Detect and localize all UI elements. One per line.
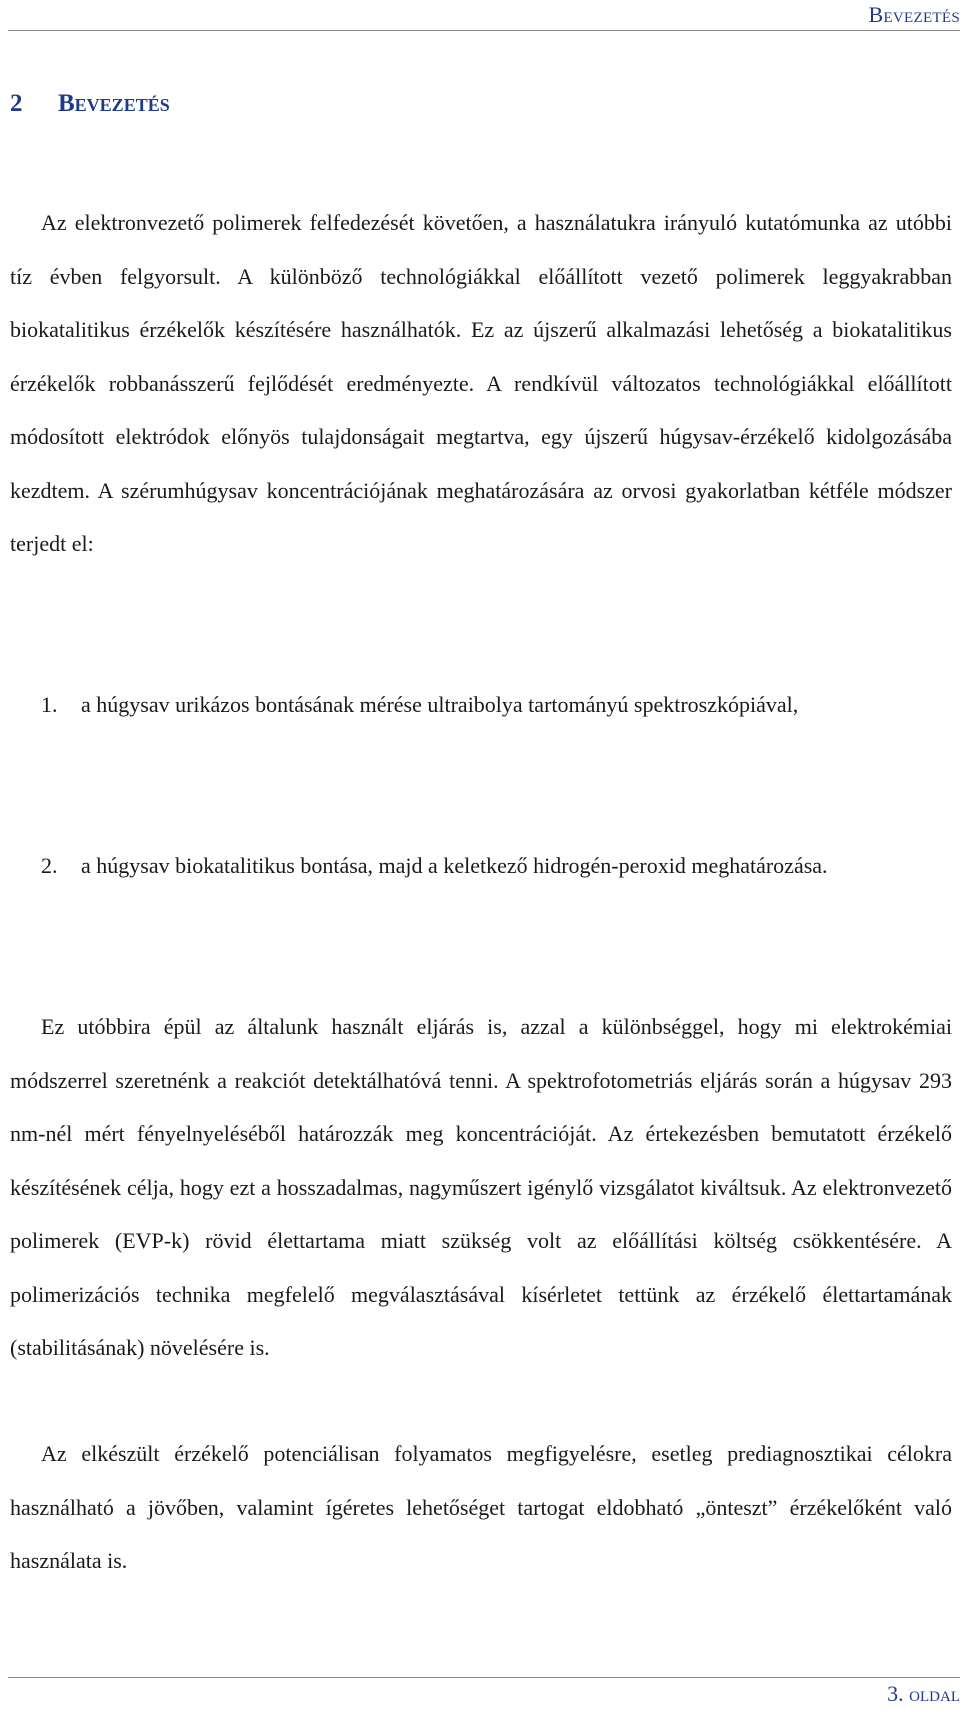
running-footer — [8, 1677, 960, 1710]
chapter-heading — [10, 90, 170, 118]
page-number: 3. oldal — [887, 1681, 960, 1706]
list-item-text: a húgysav biokatalitikus bontása, majd a keletkező hidrogén-peroxid meghatározása. — [81, 853, 828, 878]
chapter-number: 2 — [10, 90, 23, 117]
running-header — [8, 0, 960, 31]
running-header-title: Bevezetés — [868, 2, 960, 27]
chapter-title: Bevezetés — [58, 90, 170, 117]
method-paragraph: Ez utóbbira épül az általunk használt eljárás is, azzal a különbséggel, hogy mi elektrokémiai módszerrel szeretnénk a reakciót detektálhatóvá tenni. A spektrofotometriás eljárás során a húgysav 293 nm-nél mért fényelnyeléséből határozzák meg koncentrációját. Az értekezésben bemutatott érzékelő készítésének célja, hogy ezt a hosszadalmas, nagyműszert igénylő vizsgálatot kiváltsuk. Az elektronvezető polimerek (EVP-k) rövid élettartama miatt szükség volt az előállítási költség csökkentésére. A polimerizációs technika megfelelő megválasztásával kísérletet tettünk az érzékelő élettartamának (stabilitásának) növelésére is. — [10, 1014, 952, 1360]
list-item — [10, 678, 952, 732]
list-item — [10, 839, 952, 893]
outlook-paragraph: Az elkészült érzékelő potenciálisan folyamatos megfigyelésre, esetleg prediagnosztikai célokra használható a jövőben, valamint ígéretes lehetőséget tartogat eldobható „önteszt” érzékelőként való használata is. — [10, 1441, 952, 1573]
list-item-text: a húgysav urikázos bontásának mérése ultraibolya tartományú spektroszkópiával, — [81, 692, 799, 717]
list-item-marker: 2. — [41, 853, 58, 878]
list-item-marker: 1. — [41, 692, 58, 717]
intro-paragraph: Az elektronvezető polimerek felfedezését követően, a használatukra irányuló kutatómunka az utóbbi tíz évben felgyorsult. A különböző technológiákkal előállított vezető polimerek leggyakrabban biokatalitikus érzékelők készítésére használhatók. Ez az újszerű alkalmazási lehetőség a biokatalitikus érzékelők robbanásszerű fejlődését eredményezte. A rendkívül változatos technológiákkal előállított módosított elektródok előnyös tulajdonságait megtartva, egy újszerű húgysav-érzékelő kidolgozásába kezdtem. A szérumhúgysav koncentrációjának meghatározására az orvosi gyakorlatban kétféle módszer terjedt el: — [10, 210, 952, 556]
